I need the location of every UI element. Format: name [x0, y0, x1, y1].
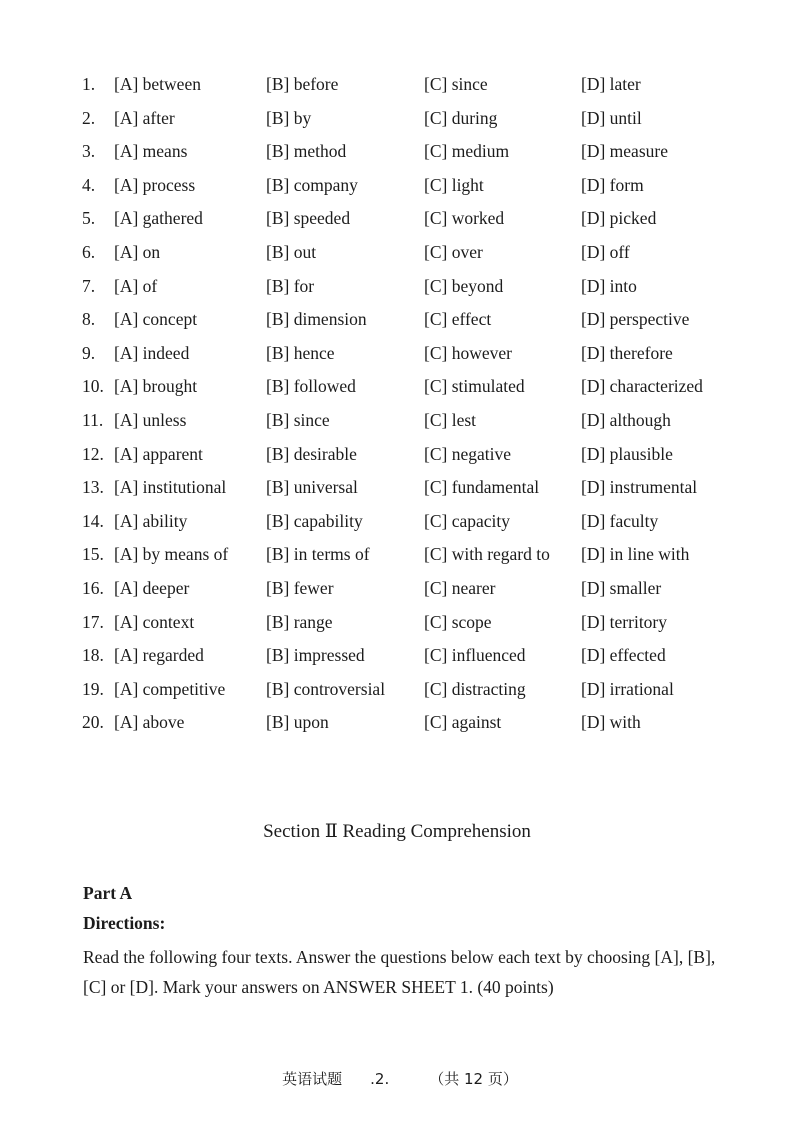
- option-b: [B] in terms of: [266, 544, 370, 565]
- option-d: [D] plausible: [581, 443, 673, 464]
- option-c: [C] distracting: [424, 678, 526, 699]
- question-number: 3.: [82, 141, 96, 162]
- option-b: [B] company: [266, 174, 358, 195]
- option-a: [A] between: [114, 74, 201, 94]
- question-row: [0, 103, 800, 133]
- option-a: [A] ability: [114, 510, 188, 531]
- option-a: [A] competitive: [114, 678, 226, 699]
- option-b: [B] since: [266, 410, 330, 430]
- option-c: [C] over: [424, 242, 483, 262]
- option-d: [D] therefore: [581, 342, 673, 363]
- question-number: 16.: [82, 578, 104, 598]
- option-b: [B] dimension: [266, 309, 367, 330]
- question-row: [0, 506, 800, 536]
- option-c: [C] beyond: [424, 275, 504, 296]
- question-row: [0, 607, 800, 637]
- question-row: [0, 539, 800, 569]
- question-number: 2.: [82, 107, 96, 128]
- option-b: [B] followed: [266, 376, 356, 397]
- option-a: [A] apparent: [114, 443, 203, 464]
- question-row: [0, 371, 800, 401]
- directions-text: Read the following four texts. Answer the questions below each text by choosing [A], [B], [C] or [D]. Mark your answers on ANSWER SHEET 1. (40 points): [83, 947, 716, 997]
- page-footer: [0, 1068, 800, 1089]
- option-d: [D] effected: [581, 645, 666, 666]
- option-b: [B] controversial: [266, 678, 386, 699]
- option-c: [C] lest: [424, 410, 477, 430]
- question-number: 10.: [82, 376, 104, 397]
- footer-subject: 英语试题: [282, 1070, 343, 1088]
- option-d: [D] although: [581, 410, 671, 430]
- option-b: [B] speeded: [266, 208, 351, 229]
- part-title: Part A: [83, 883, 133, 903]
- option-a: [A] above: [114, 712, 185, 733]
- option-b: [B] range: [266, 611, 333, 632]
- option-d: [D] with: [581, 712, 641, 733]
- option-a: [A] concept: [114, 309, 198, 330]
- option-b: [B] for: [266, 275, 315, 296]
- option-b: [B] upon: [266, 712, 329, 733]
- option-c: [C] worked: [424, 208, 505, 229]
- option-d: [D] perspective: [581, 309, 690, 330]
- option-d: [D] off: [581, 242, 630, 262]
- footer-page-number: .2.: [370, 1070, 390, 1088]
- option-c: [C] however: [424, 342, 512, 363]
- option-b: [B] method: [266, 141, 347, 162]
- question-number: 5.: [82, 208, 96, 229]
- question-number: 12.: [82, 443, 104, 464]
- option-a: [A] process: [114, 174, 196, 195]
- question-row: [0, 640, 800, 670]
- question-row: [0, 304, 800, 334]
- question-row: [0, 170, 800, 200]
- question-row: [0, 338, 800, 368]
- option-d: [D] form: [581, 174, 644, 195]
- option-d: [D] later: [581, 74, 641, 94]
- question-number: 17.: [82, 611, 104, 632]
- option-a: [A] after: [114, 107, 175, 128]
- question-row: [0, 674, 800, 704]
- question-row: [0, 69, 800, 99]
- option-c: [C] fundamental: [424, 477, 540, 498]
- option-d: [D] instrumental: [581, 477, 698, 498]
- question-row: [0, 271, 800, 301]
- option-c: [C] negative: [424, 443, 511, 464]
- option-d: [D] measure: [581, 141, 668, 162]
- question-row: [0, 405, 800, 435]
- option-d: [D] picked: [581, 208, 657, 229]
- footer-page-total: （共 12 页）: [429, 1070, 518, 1088]
- question-number: 14.: [82, 510, 104, 531]
- question-number: 20.: [82, 712, 104, 733]
- option-a: [A] means: [114, 141, 188, 162]
- option-c: [C] capacity: [424, 510, 510, 531]
- option-b: [B] out: [266, 242, 317, 262]
- question-number: 15.: [82, 544, 104, 565]
- option-b: [B] fewer: [266, 578, 334, 598]
- option-c: [C] with regard to: [424, 544, 550, 565]
- option-a: [A] context: [114, 611, 195, 632]
- option-b: [B] hence: [266, 342, 335, 363]
- question-row: [0, 237, 800, 267]
- option-b: [B] by: [266, 107, 312, 128]
- option-c: [C] medium: [424, 141, 510, 162]
- question-number: 11.: [82, 410, 104, 430]
- option-d: [D] until: [581, 107, 642, 128]
- option-b: [B] universal: [266, 477, 358, 498]
- option-d: [D] characterized: [581, 376, 703, 397]
- option-c: [C] against: [424, 712, 502, 733]
- option-d: [D] smaller: [581, 578, 662, 598]
- option-a: [A] gathered: [114, 208, 203, 229]
- option-c: [C] light: [424, 174, 484, 195]
- option-d: [D] in line with: [581, 544, 690, 565]
- option-a: [A] regarded: [114, 645, 204, 666]
- directions-label: Directions:: [83, 913, 166, 933]
- question-row: [0, 472, 800, 502]
- question-number: 4.: [82, 174, 96, 195]
- option-a: [A] by means of: [114, 544, 229, 565]
- option-c: [C] influenced: [424, 645, 526, 666]
- option-b: [B] capability: [266, 510, 363, 531]
- question-number: 13.: [82, 477, 104, 498]
- question-number: 18.: [82, 645, 104, 666]
- question-row: [0, 203, 800, 233]
- question-row: [0, 136, 800, 166]
- option-b: [B] impressed: [266, 645, 365, 666]
- question-row: [0, 707, 800, 737]
- option-d: [D] into: [581, 275, 637, 296]
- question-number: 8.: [82, 309, 96, 330]
- question-number: 9.: [82, 342, 96, 363]
- option-a: [A] unless: [114, 410, 187, 430]
- question-number: 1.: [82, 74, 96, 94]
- option-a: [A] of: [114, 275, 158, 296]
- option-a: [A] institutional: [114, 477, 227, 498]
- option-d: [D] faculty: [581, 510, 659, 531]
- option-a: [A] indeed: [114, 342, 190, 363]
- option-b: [B] before: [266, 74, 339, 94]
- option-c: [C] stimulated: [424, 376, 525, 397]
- question-number: 19.: [82, 678, 104, 699]
- option-d: [D] irrational: [581, 678, 674, 699]
- option-c: [C] effect: [424, 309, 492, 330]
- option-c: [C] since: [424, 74, 488, 94]
- question-row: [0, 439, 800, 469]
- option-d: [D] territory: [581, 611, 668, 632]
- option-b: [B] desirable: [266, 443, 357, 464]
- option-a: [A] on: [114, 242, 161, 262]
- option-c: [C] during: [424, 107, 498, 128]
- section-title-text: Section Ⅱ Reading Comprehension: [263, 821, 531, 842]
- option-a: [A] brought: [114, 376, 198, 397]
- question-row: [0, 573, 800, 603]
- option-c: [C] scope: [424, 611, 492, 632]
- question-number: 7.: [82, 275, 96, 296]
- section-title: [0, 820, 800, 843]
- question-number: 6.: [82, 242, 96, 262]
- option-c: [C] nearer: [424, 578, 496, 598]
- option-a: [A] deeper: [114, 578, 190, 598]
